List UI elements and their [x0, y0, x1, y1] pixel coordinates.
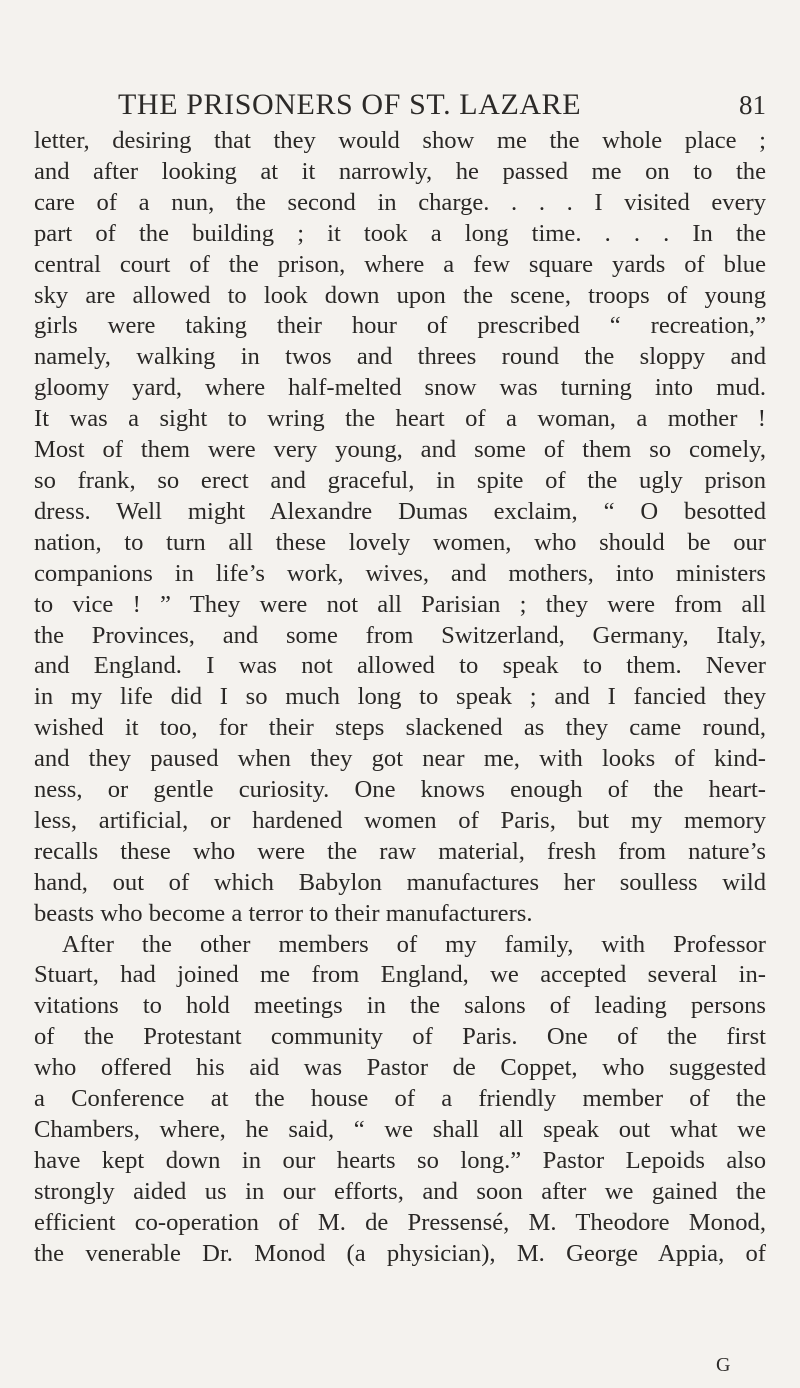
text-line: a Conference at the house of a friendly member of the — [34, 1085, 766, 1113]
text-line: and after looking at it narrowly, he passed me on to the — [34, 157, 766, 185]
text-line: in my life did I so much long to speak ; and I fancied they — [34, 683, 766, 711]
text-line: who offered his aid was Pastor de Coppet, who suggested — [34, 1054, 766, 1082]
text-line: It was a sight to wring the heart of a woman, a mother ! — [34, 405, 766, 433]
text-line: dress. Well might Alexandre Dumas exclaim, “ O besotted — [34, 497, 766, 525]
text-line: and they paused when they got near me, with looks of kind- — [34, 745, 766, 773]
text-line: less, artificial, or hardened women of Paris, but my memory — [34, 806, 766, 834]
text-line: girls were taking their hour of prescribed “ recreation,” — [34, 312, 766, 340]
text-line: care of a nun, the second in charge. . . . I visited every — [34, 188, 766, 216]
text-line: the venerable Dr. Monod (a physician), M. George Appia, of — [34, 1239, 766, 1267]
text-line: central court of the prison, where a few square yards of blue — [34, 250, 766, 278]
text-line: ness, or gentle curiosity. One knows enough of the heart- — [34, 776, 766, 804]
text-line: sky are allowed to look down upon the scene, troops of young — [34, 281, 766, 309]
text-line: strongly aided us in our efforts, and soon after we gained the — [34, 1177, 766, 1205]
text-line: recalls these who were the raw material, fresh from nature’s — [34, 837, 766, 865]
running-title: THE PRISONERS OF ST. LAZARE — [118, 88, 582, 121]
text-line: to vice ! ” They were not all Parisian ; they were from all — [34, 590, 766, 618]
text-line: Chambers, where, he said, “ we shall all speak out what we — [34, 1116, 766, 1143]
signature-mark: G — [716, 1354, 731, 1376]
text-line: have kept down in our hearts so long.” Pastor Lepoids also — [34, 1146, 766, 1174]
text-line: of the Protestant community of Paris. One of the first — [34, 1023, 766, 1051]
text-line: so frank, so erect and graceful, in spite of the ugly prison — [34, 466, 766, 494]
text-line: hand, out of which Babylon manufactures her soulless wild — [34, 868, 766, 896]
text-line: part of the building ; it took a long time. . . . In the — [34, 219, 766, 247]
text-line: namely, walking in twos and threes round the sloppy and — [34, 343, 766, 371]
text-line: After the other members of my family, with Professor — [62, 930, 766, 958]
body-text — [34, 126, 766, 1270]
text-line: wished it too, for their steps slackened as they came round, — [34, 714, 766, 742]
text-line: gloomy yard, where half-melted snow was turning into mud. — [34, 374, 766, 402]
running-head — [118, 88, 766, 122]
text-line: efficient co-operation of M. de Pressensé, M. Theodore Monod, — [34, 1208, 766, 1236]
text-line: vitations to hold meetings in the salons of leading persons — [34, 992, 766, 1020]
text-line: letter, desiring that they would show me the whole place ; — [34, 127, 766, 154]
text-line: companions in life’s work, wives, and mothers, into ministers — [34, 559, 766, 587]
text-line: Stuart, had joined me from England, we accepted several in- — [34, 961, 766, 989]
text-line: Most of them were very young, and some of them so comely, — [34, 436, 766, 464]
text-line: the Provinces, and some from Switzerland, Germany, Italy, — [34, 621, 766, 649]
text-line: and England. I was not allowed to speak to them. Never — [34, 652, 766, 680]
text-line: nation, to turn all these lovely women, who should be our — [34, 528, 766, 556]
page-number: 81 — [739, 90, 766, 120]
text-line: beasts who become a terror to their manufacturers. — [34, 899, 533, 927]
